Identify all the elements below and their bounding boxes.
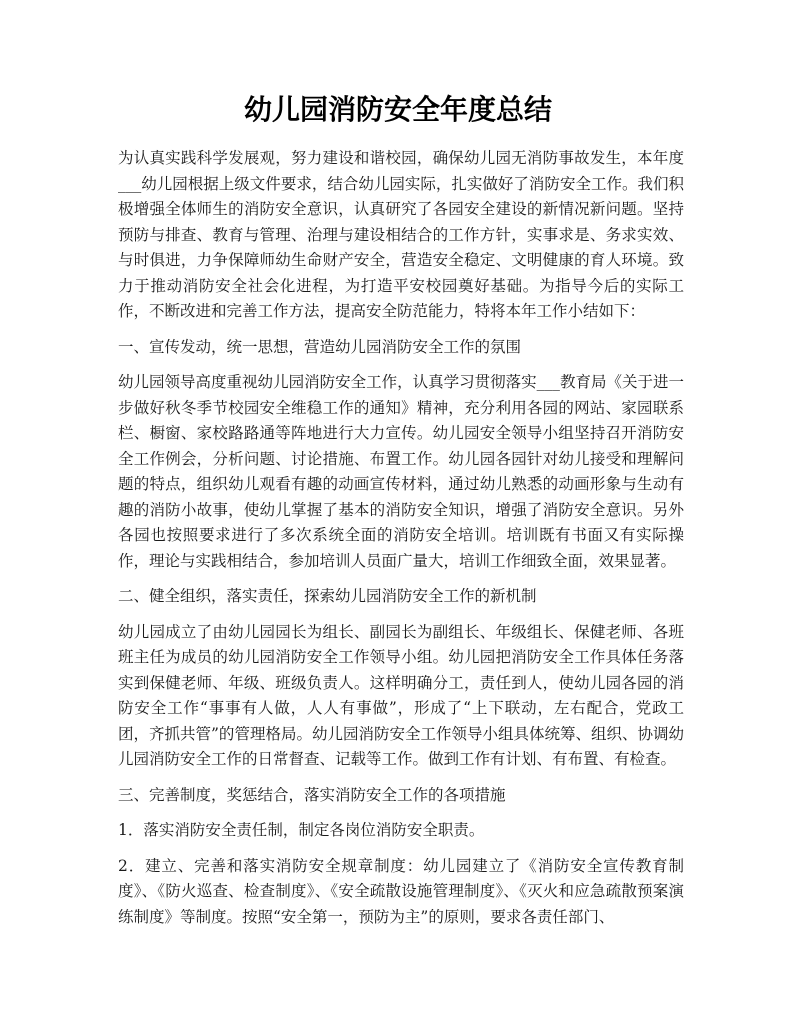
list-item-2: 2．建立、完善和落实消防安全规章制度：幼儿园建立了《消防安全宣传教育制度》、《防火巡查、检查制度》、《安全疏散设施管理制度》、《灭火和应急疏散预案演练制度》等制度。按照“安全第一，预防为主”的原则，要求各责任部门、 [118,856,684,926]
section-heading-3: 三、完善制度，奖惩结合，落实消防安全工作的各项措施 [118,785,506,804]
section-paragraph-2: 幼儿园成立了由幼儿园园长为组长、副园长为副组长、年级组长、保健老师、各班班主任为成员的幼儿园消防安全工作领导小组。幼儿园把消防安全工作具体任务落实到保健老师、年级、班级负责人。这样明确分工，责任到人，使幼儿园各园的消防安全工作“事事有人做，人人有事做”，形成了“上下联动，左右配合，党政工团，齐抓共管”的管理格局。幼儿园消防安全工作领导小组具体统筹、组织、协调幼儿园消防安全工作的日常督查、记载等工作。做到工作有计划、有布置、有检查。 [118,622,684,768]
section-heading-1: 一、宣传发动，统一思想，营造幼儿园消防安全工作的氛围 [118,337,522,356]
document-title: 幼儿园消防安全年度总结 [243,93,552,126]
section-heading-2: 二、健全组织，落实责任，探索幼儿园消防安全工作的新机制 [118,587,537,605]
intro-paragraph: 为认真实践科学发展观，努力建设和谐校园，确保幼儿园无消防事故发生，本年度___幼儿园根据上级文件要求，结合幼儿园实际，扎实做好了消防安全工作。我们积极增强全体师生的消防安全意识，认真研究了各园安全建设的新情况新问题。坚持预防与排查、教育与管理、治理与建设相结合的工作方针，实事求是、务求实效、与时俱进，力争保障师幼生命财产安全，营造安全稳定、文明健康的育人环境。致力于推动消防安全社会化进程，为打造平安校园奠好基础。为指导今后的实际工作，不断改进和完善工作方法，提高安全防范能力，特将本年工作小结如下： [118,149,684,320]
list-item-1: 1．落实消防安全责任制，制定各岗位消防安全职责。 [118,821,485,839]
document-body [118,146,684,940]
section-paragraph-1: 幼儿园领导高度重视幼儿园消防安全工作，认真学习贯彻落实___教育局《关于进一步做好秋冬季节校园安全维稳工作的通知》精神，充分利用各园的网站、家园联系栏、橱窗、家校路路通等阵地进行大力宣传。幼儿园安全领导小组坚持召开消防安全工作例会，分析问题、讨论措施、布置工作。幼儿园各园针对幼儿接受和理解问题的特点，组织幼儿观看有趣的动画宣传材料，通过幼儿熟悉的动画形象与生动有趣的消防小故事，使幼儿掌握了基本的消防安全知识，增强了消防安全意识。另外各园也按照要求进行了多次系统全面的消防安全培训。培训既有书面又有实际操作，理论与实践相结合，参加培训人员面广量大，培训工作细致全面，效果显著。 [118,373,684,570]
